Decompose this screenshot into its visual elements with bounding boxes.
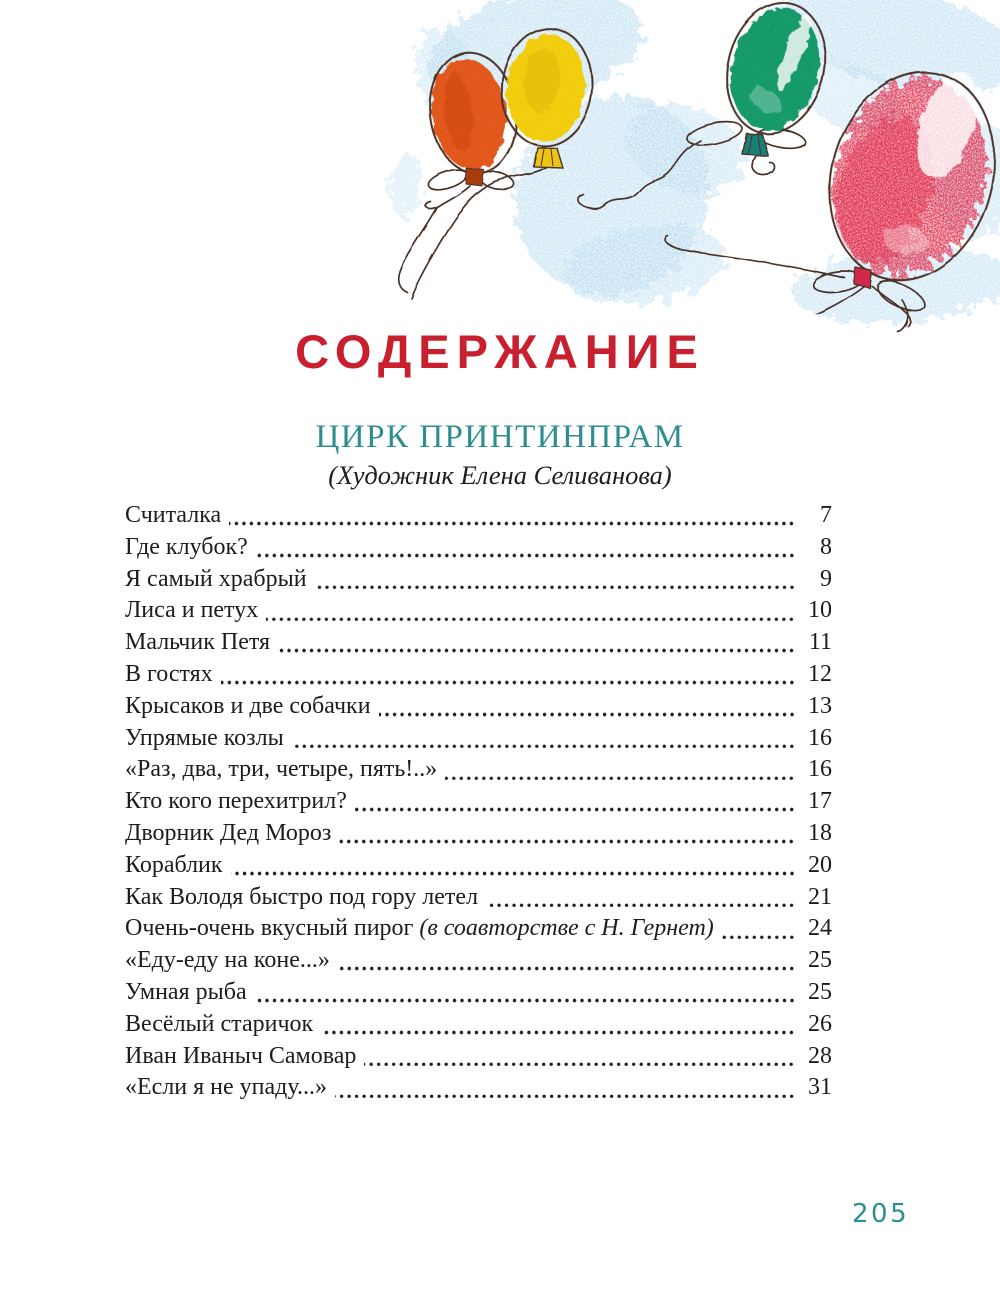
dotted-leader (445, 776, 797, 781)
dotted-leader (335, 1094, 797, 1099)
dotted-leader (486, 903, 797, 908)
toc-entry-page: 25 (808, 978, 832, 1005)
toc-entry (125, 659, 832, 691)
toc-entry-page: 13 (808, 692, 832, 719)
toc-entry-page: 16 (808, 756, 832, 783)
contents-title: СОДЕРЖАНИЕ (295, 325, 705, 378)
toc-entry (125, 977, 832, 1009)
toc-entry-page: 21 (808, 883, 832, 910)
toc-entry-title: Иван Иваныч Самовар (125, 1042, 357, 1069)
dotted-leader (379, 712, 797, 717)
toc-entry-page: 25 (808, 947, 832, 974)
toc-entry-title: «Еду-еду на коне...» (125, 947, 330, 974)
toc-entry (125, 500, 832, 532)
dotted-leader (256, 553, 797, 558)
dotted-leader (292, 744, 797, 749)
toc-entry-title: Весёлый старичок (125, 1010, 314, 1037)
toc-entry (125, 850, 832, 882)
dotted-leader (221, 680, 797, 685)
toc-entry-page: 8 (820, 533, 832, 560)
toc-entry (125, 532, 832, 564)
toc-entry-page: 18 (808, 819, 832, 846)
dotted-leader (266, 617, 797, 622)
toc-entry (125, 818, 832, 850)
toc-entry-title: Я самый храбрый (125, 565, 307, 592)
toc-entry (125, 564, 832, 596)
toc-entry-page: 16 (808, 724, 832, 751)
toc-entry-title: Считалка (125, 502, 222, 528)
section-heading: ЦИРК ПРИНТИНПРАМ (315, 419, 685, 455)
toc-entry-title: Как Володя быстро под гору летел (125, 883, 479, 910)
toc-entry (125, 1072, 832, 1104)
toc-entry-page: 24 (808, 915, 832, 942)
toc-entry (125, 754, 832, 786)
section-subtitle: (Художник Елена Селиванова) (328, 460, 672, 490)
toc-entry (125, 1009, 832, 1041)
dotted-leader (321, 1030, 797, 1035)
toc-entry-page: 17 (808, 788, 832, 815)
dotted-leader (229, 521, 797, 526)
toc-entry-page: 9 (820, 565, 832, 592)
dotted-leader (338, 966, 797, 971)
toc-entry (125, 945, 832, 977)
toc-entry-page: 26 (808, 1010, 832, 1037)
toc-entry-title: Кто кого перехитрил? (125, 788, 347, 815)
dotted-leader (355, 807, 797, 812)
toc-entry-page: 11 (808, 629, 832, 656)
page-number: 205 (852, 1199, 910, 1229)
toc-entry (125, 627, 832, 659)
toc-entry-page: 31 (808, 1074, 832, 1101)
dotted-leader (255, 998, 797, 1003)
toc-entry-page: 12 (808, 660, 832, 687)
toc-entry (125, 723, 832, 755)
toc-entry-title: Где клубок? (125, 533, 248, 560)
balloons-illustration (0, 0, 1000, 335)
toc-entry (125, 1041, 832, 1073)
toc-list (125, 500, 832, 1104)
toc-entry (125, 786, 832, 818)
toc-entry-title-italic: (в соавторстве с Н. Гернет) (413, 915, 714, 942)
dotted-leader (364, 1062, 797, 1067)
toc-entry (125, 595, 832, 627)
dotted-leader (722, 935, 797, 940)
toc-entry-title: Дворник Дед Мороз (125, 819, 332, 846)
dotted-leader (278, 648, 797, 653)
toc-entry-page: 20 (808, 851, 832, 878)
dotted-leader (231, 871, 797, 876)
toc-entry-title: Умная рыба (125, 978, 247, 1005)
toc-entry-title: «Если я не упаду...» (125, 1074, 327, 1101)
toc-entry (125, 913, 832, 945)
toc-entry-title: Мальчик Петя (125, 629, 271, 656)
toc-entry-title: Крысаков и две собачки (125, 692, 371, 719)
dotted-leader (315, 585, 797, 590)
toc-entry (125, 691, 832, 723)
toc-entry-title: «Раз, два, три, четыре, пять!..» (125, 756, 438, 783)
toc-entry-page: 28 (808, 1042, 832, 1069)
toc-entry (125, 882, 832, 914)
toc-entry-page: 10 (808, 597, 832, 624)
toc-entry-title: Очень-очень вкусный пирог (в соавторстве с Н. Гернет) (125, 915, 714, 942)
toc-entry-title: Кораблик (125, 851, 223, 878)
dotted-leader (339, 839, 797, 844)
toc-entry-title: Лиса и петух (125, 597, 259, 624)
toc-entry-page: 7 (820, 502, 832, 528)
toc-entry-title: Упрямые козлы (125, 724, 284, 751)
toc-entry-title: В гостях (125, 660, 213, 687)
